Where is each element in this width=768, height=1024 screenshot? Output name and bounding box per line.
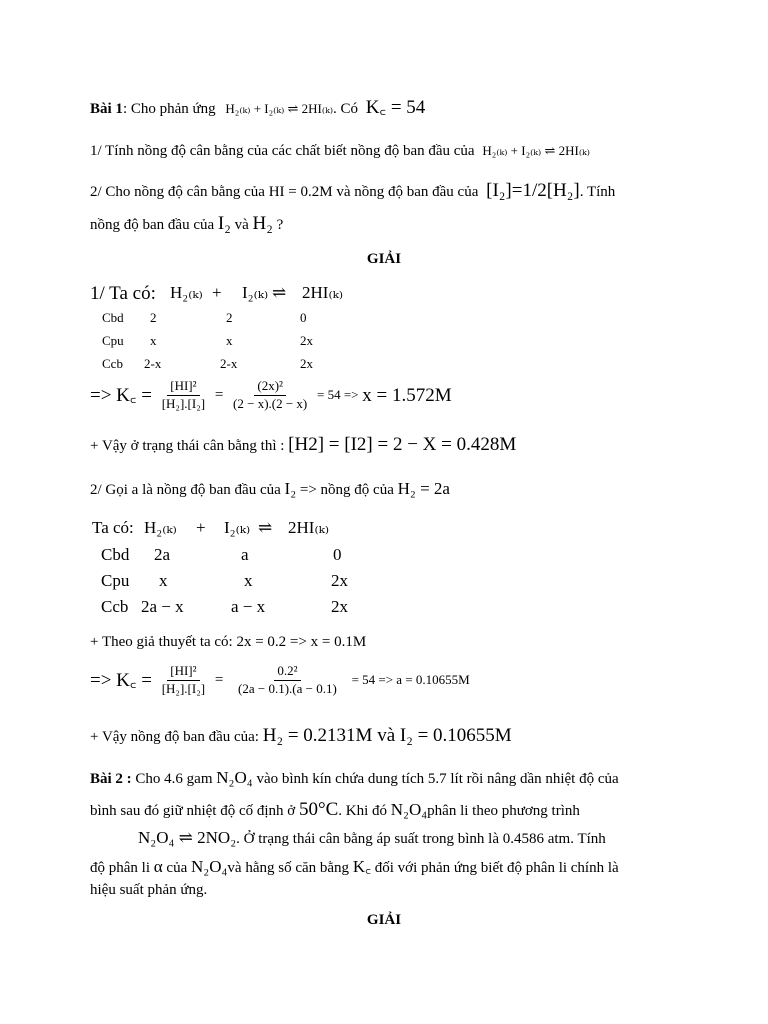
bai1-q2b-text: nồng độ ban đầu của — [90, 217, 215, 233]
part2-row-ccb — [101, 597, 401, 619]
part1-equilibrium-arrow: ⇌ — [272, 283, 287, 302]
bai1-co: . Có — [333, 101, 359, 117]
part1-cell: 0 — [300, 310, 307, 325]
bai1-title: Bài 1 — [90, 101, 123, 117]
part2-cell: 2a — [154, 545, 171, 564]
bai2-l4d: đối với phản ứng biết độ phân li chính là — [374, 860, 619, 876]
bai2-line-3 — [138, 828, 606, 848]
part1-lead: 1/ Ta có: — [90, 283, 156, 304]
part1-cell: 2 — [226, 310, 233, 325]
part2-kc-tail: = 54 => a = 0.10655M — [351, 671, 470, 687]
part2-arrow-text: => nồng độ của — [299, 482, 394, 498]
part1-h2: H₂₍ₖ₎ — [170, 283, 203, 302]
bai1-q2-tinh: . Tính — [579, 184, 616, 200]
bai2-l2b: . Khi đó — [338, 803, 387, 819]
part1-i2: I₂₍ₖ₎ — [242, 283, 269, 302]
part2-cell: x — [159, 571, 168, 590]
part1-row-ccb — [102, 357, 402, 375]
part1-kc-result: x = 1.572M — [362, 384, 452, 406]
part1-conclusion-text: + Vậy ở trạng thái cân bằng thì : — [90, 438, 285, 454]
part1-row-label: Cbd — [102, 310, 124, 325]
bai1-question-2 — [90, 180, 615, 202]
part2-h2: H₂ = 2a — [397, 479, 450, 498]
solution-heading-1: GIẢI — [366, 251, 402, 267]
bai2-n2o4-2: N₂O₄ — [390, 800, 428, 819]
part2-i2-col: I₂₍ₖ₎ — [224, 518, 251, 537]
part2-kc-den: [H₂].[I₂] — [161, 680, 206, 696]
part2-lead: Ta có: — [92, 518, 134, 537]
part2-cell: 2a − x — [141, 597, 184, 616]
part1-cell: 2x — [300, 356, 313, 371]
part1-kc-tail: = 54 => — [317, 386, 359, 402]
bai1-line-1 — [90, 97, 425, 119]
solution-heading-2: GIẢI — [366, 912, 402, 928]
bai1-q2-i2: I₂ — [217, 213, 231, 234]
part1-kc-fraction-2 — [230, 379, 310, 412]
part2-equilibrium-arrow: ⇌ — [258, 518, 273, 537]
bai1-kc: K꜀ = 54 — [365, 97, 426, 118]
bai2-l4a: độ phân li — [90, 860, 150, 876]
part1-row-cpu — [102, 334, 402, 352]
part1-row-cbd — [102, 311, 402, 329]
part2-conclusion-expr: H₂ = 0.2131M và I₂ = 0.10655M — [262, 725, 512, 746]
bai1-q2-va: và — [234, 217, 249, 233]
part1-cell: x — [150, 333, 157, 348]
bai2-l1b: vào bình kín chứa dung tích 5.7 lít rồi nâng dần nhiệt độ của — [256, 771, 619, 787]
part2-row-cpu — [101, 571, 401, 593]
part1-kc-equation — [90, 379, 452, 412]
part1-cell: 2-x — [144, 356, 162, 371]
part1-kc-num2: (2x)² — [254, 379, 286, 396]
part2-intro-text: 2/ Gọi a là nồng độ ban đầu của — [90, 482, 281, 498]
bai2-line-4 — [90, 857, 619, 877]
bai2-line-2 — [90, 799, 580, 821]
part2-conclusion — [90, 725, 512, 747]
bai2-title: Bài 2 : — [90, 771, 132, 787]
bai2-n2o4-3: N₂O₄ — [191, 857, 228, 876]
part2-cell: 2x — [331, 597, 348, 616]
part1-header-row — [90, 283, 690, 307]
bai2-l2a: bình sau đó giữ nhiệt độ cố định ở — [90, 803, 296, 819]
bai1-q2-expr: [I₂]=1/2[H₂] — [486, 180, 580, 201]
part1-kc-num: [HI]² — [167, 379, 199, 396]
part2-header-row — [92, 518, 692, 542]
part1-row-label: Cpu — [102, 333, 124, 348]
bai1-q2-text: 2/ Cho nồng độ cân bằng của HI = 0.2M và nồng độ ban đầu của — [90, 184, 479, 200]
part1-conclusion — [90, 434, 516, 456]
part1-cell: 2-x — [220, 356, 238, 371]
bai2-l4c: và hằng số căn bằng — [227, 860, 350, 876]
bai2-reaction: N₂O₄ ⇌ 2NO₂ — [138, 828, 237, 847]
bai1-q2-end: ? — [276, 217, 284, 233]
bai1-question-2b — [90, 213, 283, 235]
part2-row-label: Cbd — [101, 545, 130, 564]
bai1-q2-h2: H₂ — [252, 213, 273, 234]
part2-row-cbd — [101, 545, 401, 567]
part2-theo: + Theo giả thuyết ta có: 2x = 0.2 => x = 0.1M — [90, 634, 367, 650]
part2-kc-num2: 0.2² — [274, 664, 300, 681]
bai2-l1a: Cho 4.6 gam — [135, 771, 213, 787]
bai2-l2c: phân li theo phương trình — [427, 803, 580, 819]
part1-cell: 2x — [300, 333, 313, 348]
part2-kc-equation — [90, 664, 470, 697]
bai1-reaction: H₂₍ₖ₎ + I₂₍ₖ₎ ⇌ 2HI₍ₖ₎ — [225, 101, 334, 116]
part2-cell: 2x — [331, 571, 348, 590]
part1-kc-den2: (2 − x).(2 − x) — [233, 395, 308, 411]
bai2-l3b: . Ở trạng thái cân bằng áp suất trong bình là 0.4586 atm. Tính — [236, 831, 606, 847]
bai2-kc: K꜀ — [352, 857, 371, 876]
part1-hi: 2HI₍ₖ₎ — [302, 283, 343, 302]
bai2-l4b: của — [166, 860, 188, 876]
part2-plus: + — [196, 518, 206, 537]
bai2-line-1 — [90, 768, 619, 788]
bai2-alpha: α — [153, 857, 163, 876]
bai1-intro: : Cho phản ứng — [122, 101, 216, 117]
part1-plus: + — [212, 283, 222, 302]
part2-h2-col: H₂₍ₖ₎ — [144, 518, 177, 537]
bai1-question-1 — [90, 143, 590, 160]
bai2-line-5: hiệu suất phản ứng. — [90, 882, 208, 898]
part2-eq: = — [214, 671, 224, 688]
part2-kc-fraction-1 — [159, 664, 208, 697]
part1-eq: = — [214, 386, 224, 403]
part2-cell: a — [241, 545, 249, 564]
bai1-q1-reaction: H₂₍ₖ₎ + I₂₍ₖ₎ ⇌ 2HI₍ₖ₎ — [482, 143, 590, 158]
part2-cell: 0 — [333, 545, 342, 564]
part1-conclusion-expr: [H2] = [I2] = 2 − X = 0.428M — [288, 434, 517, 455]
part1-kc-fraction-1 — [159, 379, 208, 412]
part1-kc-den: [H₂].[I₂] — [161, 395, 206, 411]
bai2-temp: 50°C — [298, 799, 339, 820]
bai1-q1-text: 1/ Tính nồng độ cân bằng của các chất biết nồng độ ban đầu của — [90, 143, 475, 159]
bai2-n2o4: N₂O₄ — [216, 768, 253, 787]
part2-cell: a − x — [231, 597, 266, 616]
part2-kc-fraction-2 — [235, 664, 340, 697]
part2-kc-den2: (2a − 0.1).(a − 0.1) — [238, 680, 337, 696]
part2-conclusion-text: + Vậy nồng độ ban đầu của: — [90, 729, 259, 745]
part1-cell: x — [226, 333, 233, 348]
part2-cell: x — [244, 571, 253, 590]
part2-hi: 2HI₍ₖ₎ — [288, 518, 329, 537]
part2-i2: I₂ — [284, 479, 297, 498]
part1-cell: 2 — [150, 310, 157, 325]
part2-row-label: Ccb — [101, 597, 129, 616]
part2-row-label: Cpu — [101, 571, 130, 590]
part2-kc-lead: => K꜀ = — [90, 669, 152, 691]
part1-kc-lead: => K꜀ = — [90, 384, 152, 406]
part2-kc-num: [HI]² — [167, 664, 199, 681]
part1-row-label: Ccb — [102, 356, 123, 371]
part2-intro — [90, 479, 450, 499]
